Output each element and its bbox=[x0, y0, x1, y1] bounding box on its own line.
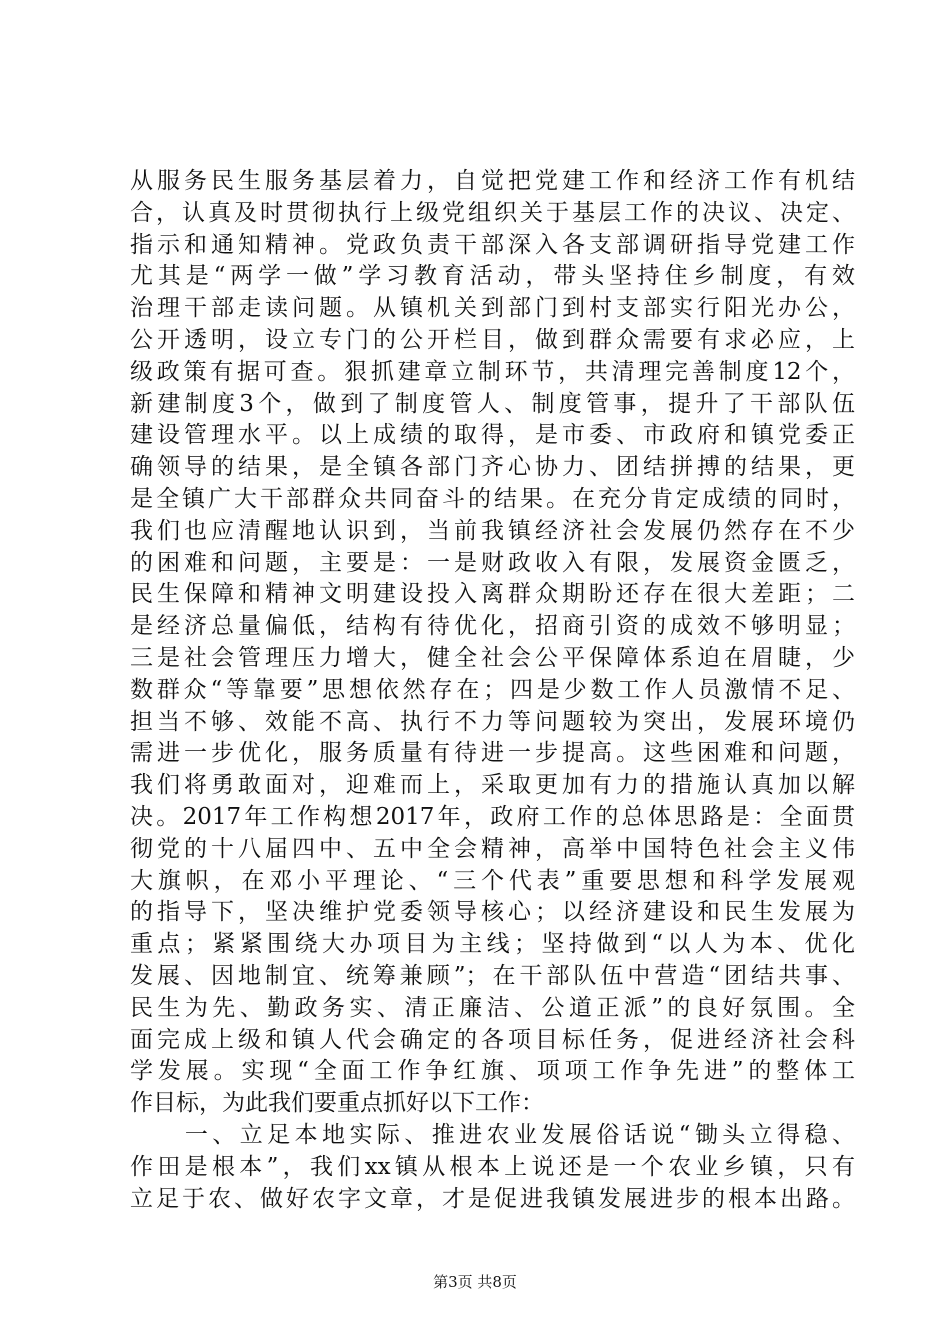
text-line: 发展、因地制宜、统筹兼顾”；在干部队伍中营造“团结共事、 bbox=[130, 962, 855, 989]
text-line: 新建制度3个，做到了制度管人、制度管事，提升了干部队伍 bbox=[130, 390, 855, 417]
text-line: 作田是根本”，我们xx镇从根本上说还是一个农业乡镇，只有 bbox=[130, 1153, 855, 1180]
text-line: 我们将勇敢面对，迎难而上，采取更加有力的措施认真加以解 bbox=[130, 772, 855, 799]
text-line: 治理干部走读问题。从镇机关到部门到村支部实行阳光办公， bbox=[130, 295, 855, 322]
text-line: 学发展。实现“全面工作争红旗、项项工作争先进”的整体工 bbox=[130, 1058, 855, 1085]
text-line: 是经济总量偏低，结构有待优化，招商引资的成效不够明显； bbox=[130, 613, 855, 640]
text-line: 决。2017年工作构想2017年，政府工作的总体思路是：全面贯 bbox=[130, 803, 855, 830]
text-line: 是全镇广大干部群众共同奋斗的结果。在充分肯定成绩的同时， bbox=[130, 485, 855, 512]
text-line: 从服务民生服务基层着力，自觉把党建工作和经济工作有机结 bbox=[130, 168, 855, 194]
text-line: 担当不够、效能不高、执行不力等问题较为突出，发展环境仍 bbox=[130, 708, 855, 735]
text-line: 的指导下，坚决维护党委领导核心；以经济建设和民生发展为 bbox=[130, 899, 855, 926]
text-line: 需进一步优化，服务质量有待进一步提高。这些困难和问题， bbox=[130, 740, 855, 767]
text-line: 确领导的结果，是全镇各部门齐心协力、团结拼搏的结果，更 bbox=[130, 454, 855, 481]
text-line: 指示和通知精神。党政负责干部深入各支部调研指导党建工作 bbox=[130, 231, 855, 258]
text-line: 的困难和问题，主要是：一是财政收入有限，发展资金匮乏， bbox=[130, 549, 855, 576]
text-line: 面完成上级和镇人代会确定的各项目标任务，促进经济社会科 bbox=[130, 1026, 855, 1053]
text-line: 数群众“等靠要”思想依然存在；四是少数工作人员激情不足、 bbox=[130, 676, 855, 703]
text-line: 尤其是“两学一做”学习教育活动，带头坚持住乡制度，有效 bbox=[130, 263, 855, 290]
text-line: 三是社会管理压力增大，健全社会公平保障体系迫在眉睫，少 bbox=[130, 644, 855, 671]
body-text bbox=[130, 166, 855, 1215]
text-line: 重点；紧紧围绕大办项目为主线；坚持做到“以人为本、优化 bbox=[130, 931, 855, 958]
text-line: 作目标，为此我们要重点抓好以下工作： bbox=[130, 1090, 544, 1117]
text-line: 民生保障和精神文明建设投入离群众期盼还存在很大差距；二 bbox=[130, 581, 855, 608]
text-line: 彻党的十八届四中、五中全会精神，高举中国特色社会主义伟 bbox=[130, 835, 855, 862]
text-line: 公开透明，设立专门的公开栏目，做到群众需要有求必应，上 bbox=[130, 326, 855, 353]
page-indicator: 第3页 共8页 bbox=[433, 1273, 517, 1291]
text-line: 建设管理水平。以上成绩的取得，是市委、市政府和镇党委正 bbox=[130, 422, 855, 449]
text-line: 我们也应清醒地认识到，当前我镇经济社会发展仍然存在不少 bbox=[130, 517, 855, 544]
page-footer bbox=[0, 1272, 950, 1292]
text-line: 立足于农、做好农字文章，才是促进我镇发展进步的根本出路。 bbox=[130, 1185, 855, 1212]
text-line: 级政策有据可查。狠抓建章立制环节，共清理完善制度12个， bbox=[130, 358, 855, 385]
text-line: 民生为先、勤政务实、清正廉洁、公道正派”的良好氛围。全 bbox=[130, 994, 855, 1021]
text-line: 大旗帜，在邓小平理论、“三个代表”重要思想和科学发展观 bbox=[130, 867, 855, 894]
text-line: 一、立足本地实际、推进农业发展俗话说“锄头立得稳、 bbox=[130, 1121, 855, 1148]
text-line: 合，认真及时贯彻执行上级党组织关于基层工作的决议、决定、 bbox=[130, 199, 855, 226]
